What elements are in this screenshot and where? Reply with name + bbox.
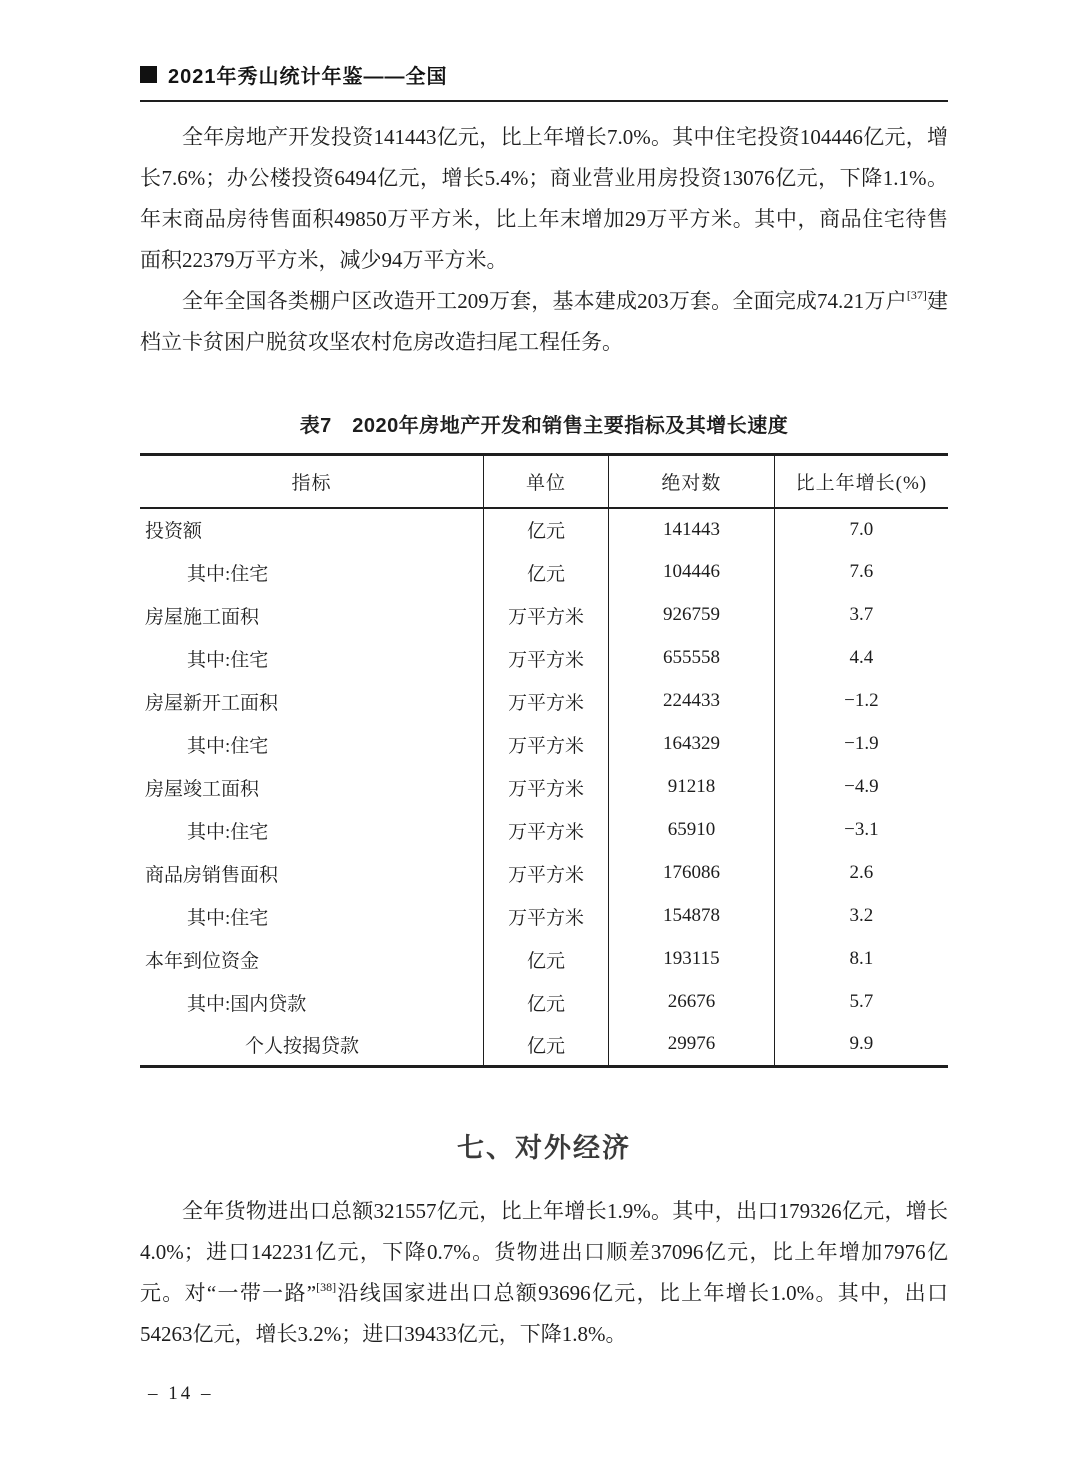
table-row bbox=[140, 723, 948, 766]
unit-cell: 亿元 bbox=[483, 551, 608, 594]
running-head-title: 2021年秀山统计年鉴——全国 bbox=[168, 66, 448, 88]
absolute-cell: 926759 bbox=[609, 594, 775, 637]
indicator-cell: 房屋施工面积 bbox=[140, 594, 483, 637]
table-row bbox=[140, 852, 948, 895]
col-header-indicator: 指标 bbox=[140, 455, 483, 508]
absolute-cell: 164329 bbox=[609, 723, 775, 766]
unit-cell: 亿元 bbox=[483, 938, 608, 981]
table-row bbox=[140, 809, 948, 852]
indicator-cell: 其中:住宅 bbox=[140, 723, 483, 766]
paragraph-real-estate bbox=[140, 117, 948, 281]
col-header-unit: 单位 bbox=[483, 455, 608, 508]
col-header-growth: 比上年增长(%) bbox=[774, 455, 948, 508]
indicator-cell: 个人按揭贷款 bbox=[140, 1024, 483, 1067]
growth-cell: 8.1 bbox=[849, 948, 874, 969]
unit-cell: 万平方米 bbox=[483, 809, 608, 852]
absolute-cell: 224433 bbox=[609, 680, 775, 723]
unit-cell: 万平方米 bbox=[483, 852, 608, 895]
absolute-cell: 193115 bbox=[609, 938, 775, 981]
growth-cell: −1.9 bbox=[844, 733, 879, 754]
table-row bbox=[140, 637, 948, 680]
absolute-cell: 104446 bbox=[609, 551, 775, 594]
paragraph-foreign-trade-post: 沿线国家进出口总额93696亿元，比上年增长1.0%。其中，出口54263亿元，增长3.2%；进口39433亿元，下降1.8%。 bbox=[140, 1281, 948, 1346]
page-number: – 14 – bbox=[148, 1383, 214, 1404]
table-header-row bbox=[140, 455, 948, 508]
unit-cell: 万平方米 bbox=[483, 723, 608, 766]
section-heading: 七、对外经济 bbox=[457, 1133, 631, 1163]
absolute-cell: 91218 bbox=[609, 766, 775, 809]
absolute-cell: 154878 bbox=[609, 895, 775, 938]
table-row bbox=[140, 680, 948, 723]
absolute-cell: 176086 bbox=[609, 852, 775, 895]
absolute-cell: 26676 bbox=[609, 981, 775, 1024]
growth-cell: −3.1 bbox=[844, 819, 879, 840]
table-row bbox=[140, 938, 948, 981]
indicator-cell: 房屋竣工面积 bbox=[140, 766, 483, 809]
indicator-cell: 其中:住宅 bbox=[140, 809, 483, 852]
footnote-marker-38: [38] bbox=[316, 1280, 337, 1294]
indicators-table-body bbox=[140, 508, 948, 1067]
absolute-cell: 29976 bbox=[609, 1024, 775, 1067]
growth-cell: −1.2 bbox=[844, 690, 879, 711]
paragraph-foreign-trade bbox=[140, 1191, 948, 1355]
indicator-cell: 其中:住宅 bbox=[140, 551, 483, 594]
growth-cell: 2.6 bbox=[849, 862, 874, 883]
absolute-cell: 655558 bbox=[609, 637, 775, 680]
table-title: 表7 2020年房地产开发和销售主要指标及其增长速度 bbox=[299, 415, 789, 437]
absolute-cell: 141443 bbox=[609, 508, 775, 551]
paragraph-real-estate-text: 全年房地产开发投资141443亿元，比上年增长7.0%。其中住宅投资104446亿元，增长7.6%；办公楼投资6494亿元，增长5.4%；商业营业用房投资13076亿元，下降1.1%。年末商品房待售面积49850万平方米，比上年末增加29万平方米。其中，商品住宅待售面积22379万平方米，减少94万平方米。 bbox=[140, 125, 948, 272]
table-row bbox=[140, 594, 948, 637]
indicator-cell: 其中:住宅 bbox=[140, 637, 483, 680]
growth-cell: 4.4 bbox=[849, 647, 874, 668]
table-row bbox=[140, 508, 948, 551]
table-row bbox=[140, 981, 948, 1024]
unit-cell: 万平方米 bbox=[483, 637, 608, 680]
unit-cell: 万平方米 bbox=[483, 766, 608, 809]
growth-cell: 3.2 bbox=[849, 905, 874, 926]
indicator-cell: 本年到位资金 bbox=[140, 938, 483, 981]
paragraph-shantytown-post: 建档立卡贫困户脱贫攻坚农村危房改造扫尾工程任务。 bbox=[140, 289, 949, 354]
growth-cell: 3.7 bbox=[849, 604, 874, 625]
footnote-marker-37: [37] bbox=[906, 288, 927, 302]
indicator-cell: 房屋新开工面积 bbox=[140, 680, 483, 723]
running-head bbox=[140, 60, 948, 102]
paragraph-shantytown bbox=[140, 281, 948, 363]
col-header-absolute: 绝对数 bbox=[609, 455, 775, 508]
header-square-icon bbox=[140, 66, 157, 83]
paragraph-foreign-trade-pre: 全年货物进出口总额321557亿元，比上年增长1.9%。其中，出口179326亿元，增长4.0%；进口142231亿元，下降0.7%。货物进出口顺差37096亿元，比上年增加7976亿元。对“一带一路” bbox=[140, 1199, 948, 1305]
table-row bbox=[140, 766, 948, 809]
table-row bbox=[140, 895, 948, 938]
growth-cell: −4.9 bbox=[844, 776, 879, 797]
growth-cell: 7.0 bbox=[849, 518, 874, 540]
indicator-cell: 其中:住宅 bbox=[140, 895, 483, 938]
indicator-cell: 投资额 bbox=[140, 508, 483, 551]
indicators-table bbox=[140, 453, 948, 1068]
table-row bbox=[140, 551, 948, 594]
unit-cell: 亿元 bbox=[483, 1024, 608, 1067]
unit-cell: 万平方米 bbox=[483, 680, 608, 723]
paragraph-shantytown-pre: 全年全国各类棚户区改造开工209万套，基本建成203万套。全面完成74.21万户 bbox=[182, 289, 907, 313]
indicator-cell: 商品房销售面积 bbox=[140, 852, 483, 895]
indicators-table-head bbox=[140, 455, 948, 508]
unit-cell: 亿元 bbox=[483, 508, 608, 551]
indicator-cell: 其中:国内贷款 bbox=[140, 981, 483, 1024]
unit-cell: 万平方米 bbox=[483, 594, 608, 637]
growth-cell: 9.9 bbox=[849, 1033, 874, 1055]
table-row bbox=[140, 1024, 948, 1067]
growth-cell: 7.6 bbox=[849, 561, 874, 582]
unit-cell: 万平方米 bbox=[483, 895, 608, 938]
absolute-cell: 65910 bbox=[609, 809, 775, 852]
unit-cell: 亿元 bbox=[483, 981, 608, 1024]
growth-cell: 5.7 bbox=[849, 991, 874, 1012]
